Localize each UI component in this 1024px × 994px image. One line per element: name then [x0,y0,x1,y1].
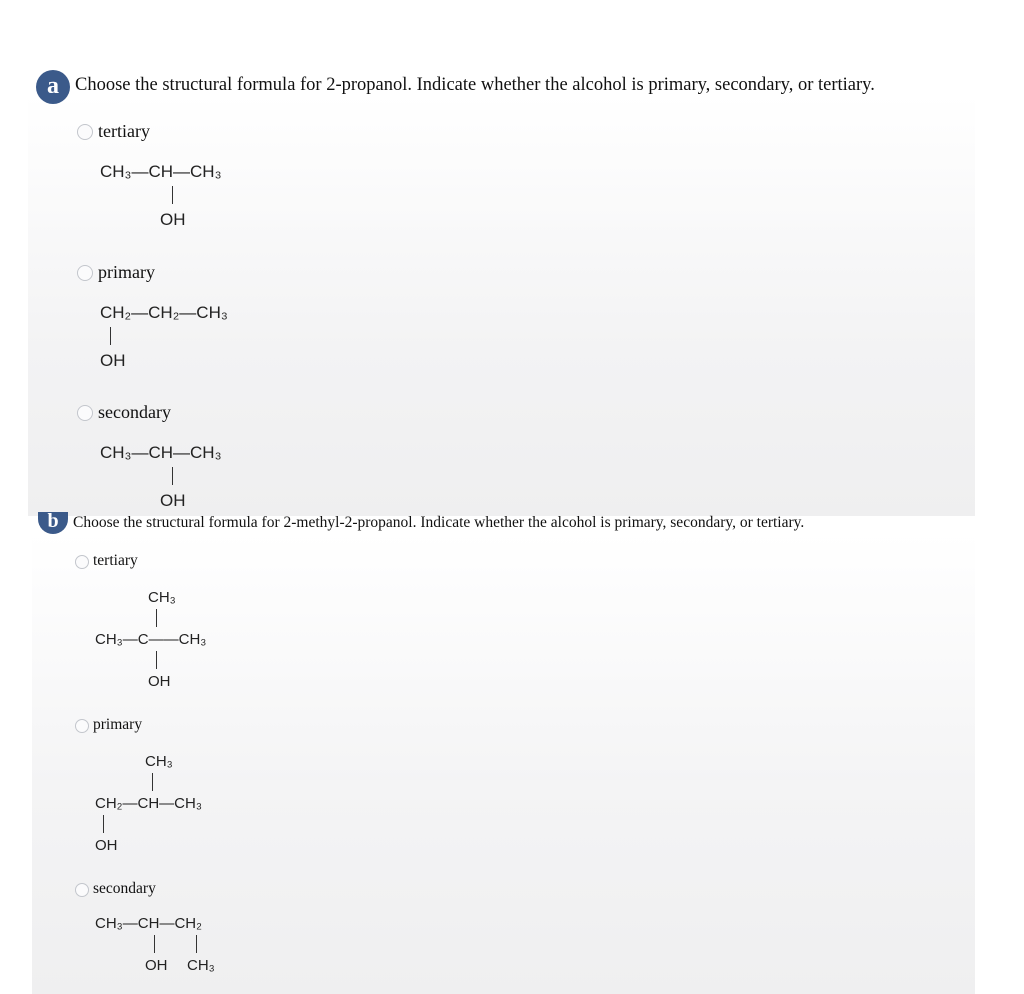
formula-a-1-chain: CH₃—CH—CH₃ [100,162,222,181]
formula-a-2-chain: CH₂—CH₂—CH₃ [100,303,228,322]
radio-b-option-3[interactable] [75,883,89,897]
radio-a-option-3[interactable] [77,405,93,421]
option-b-2-label[interactable]: primary [93,716,143,733]
formula-b-2-oh: OH [95,837,118,854]
formula-b-1-bond-top [156,609,157,627]
formula-a-2-oh: OH [100,351,126,370]
formula-b-1-oh: OH [148,673,171,690]
question-a-badge: a [36,70,70,104]
formula-b-2-bond-bottom [103,815,104,833]
formula-b-1-chain: CH₃—C——CH₃ [95,631,207,648]
option-b-3-label[interactable]: secondary [93,880,156,897]
formula-b-2-bond-top [152,773,153,791]
formula-a-2-bond [110,327,111,345]
formula-a-3-chain: CH₃—CH—CH₃ [100,443,222,462]
formula-a-1-oh: OH [160,210,186,229]
formula-b-2-top: CH₃ [145,753,173,770]
formula-b-3-ch3: CH₃ [187,957,215,974]
option-a-3-label[interactable]: secondary [98,402,171,422]
formula-a-3-bond [172,467,173,485]
formula-b-1-top: CH₃ [148,589,176,606]
formula-b-2-chain: CH₂—CH—CH₃ [95,795,202,812]
question-b-text: Choose the structural formula for 2-methyl-2-propanol. Indicate whether the alcohol is primary, secondary, or tertiary. [73,514,805,531]
formula-b-3-bond-right [196,935,197,953]
formula-b-3-bond-left [154,935,155,953]
option-b-1-label[interactable]: tertiary [93,552,138,569]
option-a-2-label[interactable]: primary [98,262,155,282]
radio-b-option-1[interactable] [75,555,89,569]
formula-b-3-oh: OH [145,957,168,974]
radio-b-option-2[interactable] [75,719,89,733]
formula-b-3-chain: CH₃—CH—CH₂ [95,915,202,932]
formula-b-1-bond-bottom [156,651,157,669]
question-b-badge: b [38,512,68,534]
radio-a-option-1[interactable] [77,124,93,140]
question-a-text: Choose the structural formula for 2-propanol. Indicate whether the alcohol is primary, secondary, or tertiary. [75,75,875,95]
formula-a-3-oh: OH [160,491,186,510]
formula-a-1-bond [172,186,173,204]
option-a-1-label[interactable]: tertiary [98,121,150,141]
radio-a-option-2[interactable] [77,265,93,281]
